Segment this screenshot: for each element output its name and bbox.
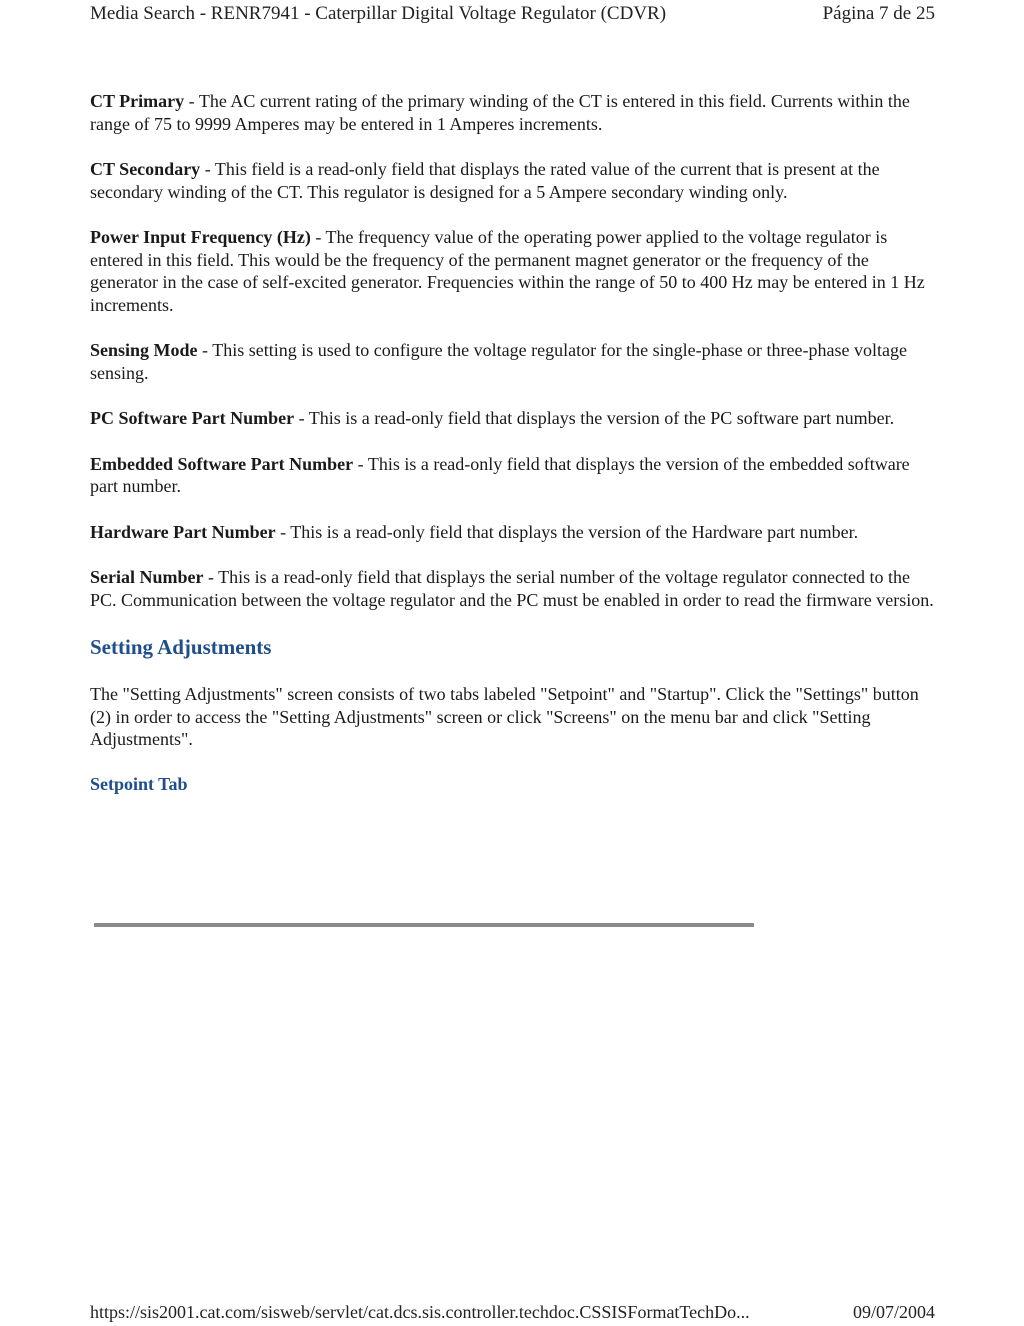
entry-term: CT Primary — [90, 91, 185, 111]
section-paragraph: The "Setting Adjustments" screen consists of two tabs labeled "Setpoint" and "Startup". Click the "Settings" button (2) in order to access the "Setting Adjustments" screen or click "Screens" on the menu bar and click "Setting Adjustments". — [90, 684, 919, 749]
entry-term: CT Secondary — [90, 159, 201, 179]
entry-text: - The frequency value of the operating power applied to the voltage regulator is entered in this field. This would be the frequency of the permanent magnet generator or the frequency of the generator in the case of self-excited generator. Frequencies within the range of 50 to 400 Hz may be entered in 1 Hz increments. — [90, 227, 925, 315]
print-date: 09/07/2004 — [852, 1302, 935, 1322]
definition-entry — [90, 521, 935, 544]
print-header — [90, 2, 935, 26]
subsection-heading: Setpoint Tab — [90, 773, 188, 794]
document-body — [90, 90, 935, 795]
definition-entry — [90, 90, 935, 135]
entry-term: Hardware Part Number — [90, 521, 276, 542]
entry-text: - This setting is used to configure the voltage regulator for the single-phase or three-phase voltage sensing. — [90, 340, 907, 383]
entry-text: - This is a read-only field that displays the version of the Hardware part number. — [275, 521, 859, 542]
entry-text: - This is a read-only field that displays the serial number of the voltage regulator connected to the PC. Communication between the voltage regulator and the PC must be enabled in order to read the firmware version. — [90, 567, 934, 610]
entry-term: Power Input Frequency (Hz) — [90, 227, 311, 247]
section-heading: Setting Adjustments — [90, 635, 272, 659]
definition-entry — [90, 339, 935, 384]
definition-entry — [90, 453, 935, 498]
print-footer — [90, 1300, 935, 1324]
entry-term: PC Software Part Number — [90, 408, 295, 428]
entry-text: - This is a read-only field that displays the version of the embedded software part number. — [90, 453, 910, 496]
entry-text: - This field is a read-only field that displays the rated value of the current that is present at the secondary winding of the CT. This regulator is designed for a 5 Ampere secondary winding only. — [90, 159, 880, 202]
definition-entry — [90, 566, 935, 611]
definition-entry — [90, 407, 935, 430]
entry-term: Serial Number — [90, 567, 204, 587]
entry-term: Embedded Software Part Number — [90, 453, 354, 474]
definition-entry — [90, 158, 935, 203]
entry-text: - The AC current rating of the primary winding of the CT is entered in this field. Currents within the range of 75 to 9999 Amperes may be entered in 1 Amperes increments. — [90, 91, 910, 134]
document-title: Media Search - RENR7941 - Caterpillar Digital Voltage Regulator (CDVR) — [90, 3, 667, 24]
page-number: Página 7 de 25 — [822, 3, 935, 24]
entry-text: - This is a read-only field that displays the version of the PC software part number. — [294, 408, 895, 428]
definition-entry — [90, 226, 935, 316]
source-url: https://sis2001.cat.com/sisweb/servlet/cat.dcs.sis.controller.techdoc.CSSISFormatTechDo... — [90, 1302, 750, 1322]
figure-divider — [94, 923, 754, 927]
entry-term: Sensing Mode — [90, 340, 198, 360]
